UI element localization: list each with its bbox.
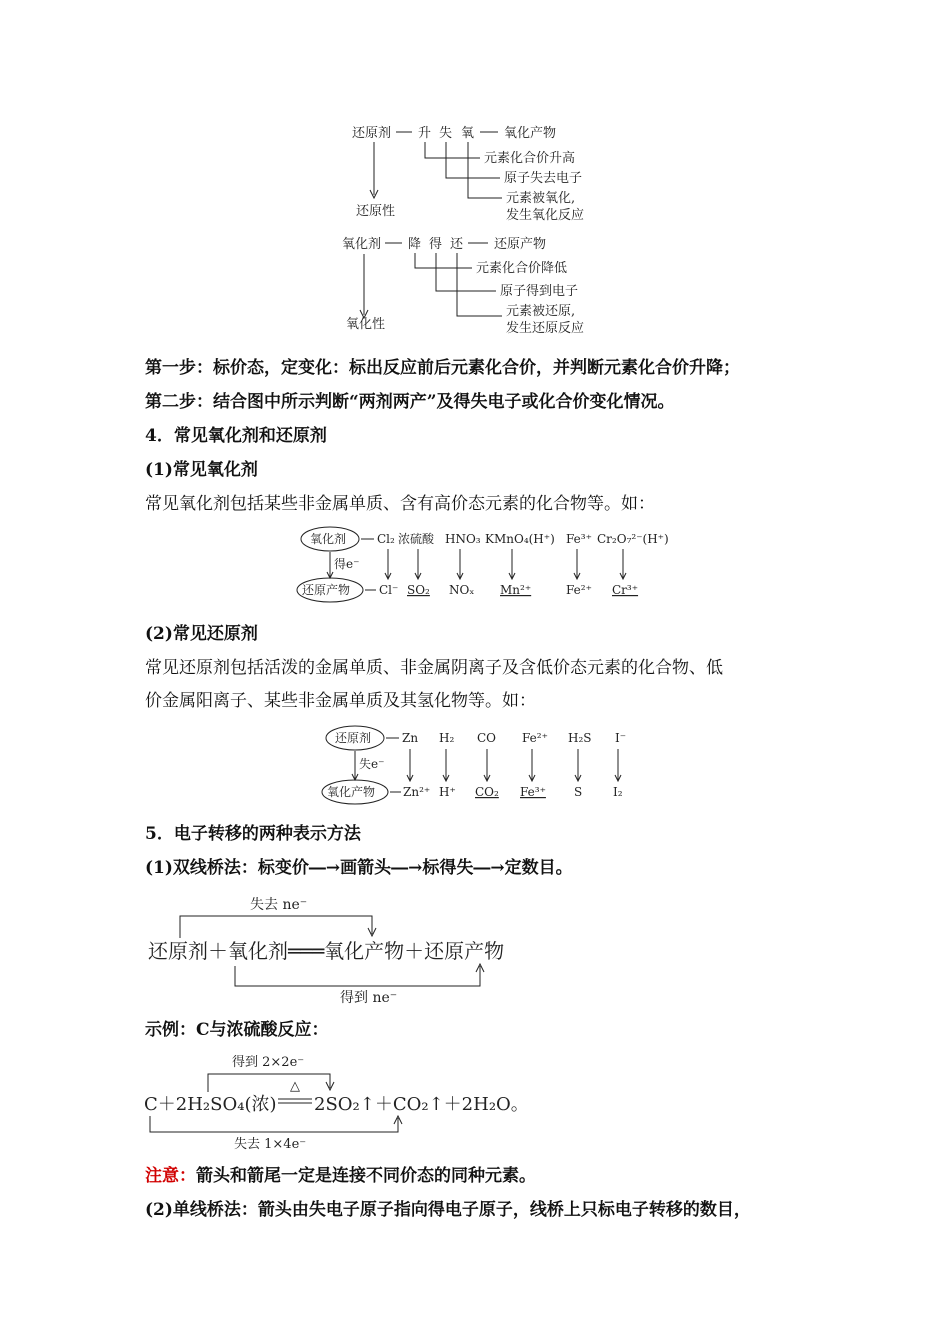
example-heading: 示例：C与浓硫酸反应： <box>145 1020 329 1040</box>
red-top-label: 还原剂 <box>335 731 372 745</box>
oxid-label: 氧 <box>461 126 475 141</box>
note-text: 箭头和箭尾一定是连接不同价态的同种元素。 <box>196 1166 536 1186</box>
example-left: C＋2H₂SO₄(浓) <box>144 1094 277 1115</box>
example-right: 2SO₂↑＋CO₂↑＋2H₂O。 <box>314 1094 529 1115</box>
red-item-bottom: Fe³⁺ <box>520 785 546 799</box>
oxidizers-heading: (1)常见氧化剂 <box>145 460 258 480</box>
red-mid-label: 失e⁻ <box>359 757 385 771</box>
red-label: 还 <box>450 237 464 252</box>
gain-label: 得 <box>429 237 443 252</box>
ox-item-top: KMnO₄(H⁺) <box>485 532 555 546</box>
reducers-diagram <box>315 722 645 806</box>
example-lose-label: 失去 1×4e⁻ <box>234 1137 307 1152</box>
fall-label: 降 <box>408 237 422 252</box>
note-line <box>145 1164 536 1188</box>
reducer-label: 还原剂 <box>352 126 392 141</box>
section5-heading: 5．电子转移的两种表示方法 <box>145 824 361 844</box>
r-branch3b: 发生氧化反应 <box>506 208 585 223</box>
reduction-product-label: 还原产物 <box>494 237 547 252</box>
double-bridge-diagram <box>140 890 550 1008</box>
red-item-bottom: S <box>574 785 583 799</box>
ox-item-bottom: Fe²⁺ <box>566 583 592 597</box>
ox-item-top: Cl₂ <box>377 532 395 546</box>
bridge-gain-label: 得到 ne⁻ <box>340 990 398 1006</box>
step1-text: 第一步：标价态，定变化：标出反应前后元素化合价，并判断元素化合价升降； <box>145 358 740 378</box>
r-branch2: 原子失去电子 <box>504 171 583 186</box>
red-item-top: H₂S <box>568 731 592 745</box>
red-bottom-label: 氧化产物 <box>327 785 376 799</box>
bridge-lose-label: 失去 ne⁻ <box>250 897 308 913</box>
ox-item-bottom: Mn²⁺ <box>500 583 532 597</box>
ox-item-top: 浓硫酸 <box>398 532 435 546</box>
ox-top-label: 氧化剂 <box>310 532 347 546</box>
oxidizers-diagram <box>290 522 670 604</box>
double-bridge-heading: (1)双线桥法：标变价―→画箭头―→标得失―→定数目。 <box>145 858 573 878</box>
r-branch3a: 元素被氧化, <box>506 191 576 206</box>
ox-item-top: Fe³⁺ <box>566 532 592 546</box>
redox-concept-diagram <box>330 120 630 345</box>
ox-bottom-label: 还原产物 <box>302 583 351 597</box>
ox-item-bottom: SO₂ <box>407 583 430 597</box>
r-branch1: 元素化合价升高 <box>484 151 576 166</box>
reducing-property-label: 还原性 <box>356 204 396 219</box>
rise-label: 升 <box>418 126 432 141</box>
ox-item-top: HNO₃ <box>445 532 481 546</box>
note-label: 注意： <box>145 1166 196 1186</box>
reducers-paragraph-b: 价金属阳离子、某些非金属单质及其氢化物等。如： <box>145 691 536 711</box>
reducers-heading: (2)常见还原剂 <box>145 624 258 644</box>
ox-item-bottom: Cr³⁺ <box>612 583 639 597</box>
lose-label: 失 <box>439 126 453 141</box>
step2-text: 第二步：结合图中所示判断“两剂两产”及得失电子或化合价变化情况。 <box>145 392 675 412</box>
o-branch3a: 元素被还原, <box>506 304 576 319</box>
red-item-top: Fe²⁺ <box>522 731 548 745</box>
reducers-paragraph-a: 常见还原剂包括活泼的金属单质、非金属阴离子及含低价态元素的化合物、低 <box>145 658 723 678</box>
section4-heading: 4．常见氧化剂和还原剂 <box>145 426 327 446</box>
o-branch1: 元素化合价降低 <box>476 261 568 276</box>
oxidizers-paragraph: 常见氧化剂包括某些非金属单质、含有高价态元素的化合物等。如： <box>145 494 655 514</box>
red-item-bottom: CO₂ <box>475 785 499 799</box>
oxidizer-label: 氧化剂 <box>342 237 382 252</box>
red-item-top: I⁻ <box>615 731 627 745</box>
example-equation-diagram <box>140 1050 550 1154</box>
ox-item-bottom: Cl⁻ <box>379 583 399 597</box>
red-item-top: Zn <box>402 731 419 745</box>
oxidizing-property-label: 氧化性 <box>346 317 386 332</box>
red-item-top: H₂ <box>439 731 455 745</box>
o-branch2: 原子得到电子 <box>500 284 579 299</box>
oxidation-product-label: 氧化产物 <box>504 126 557 141</box>
ox-item-bottom: NOₓ <box>449 583 475 597</box>
heat-symbol: △ <box>290 1079 300 1094</box>
single-bridge-heading: (2)单线桥法：箭头由失电子原子指向得电子原子，线桥上只标电子转移的数目， <box>145 1200 751 1220</box>
red-item-bottom: Zn²⁺ <box>403 785 431 799</box>
red-item-bottom: H⁺ <box>439 785 456 799</box>
bridge-equation: 还原剂＋氧化剂═══氧化产物＋还原产物 <box>148 939 505 963</box>
example-gain-label: 得到 2×2e⁻ <box>232 1055 305 1070</box>
ox-item-top: Cr₂O₇²⁻(H⁺) <box>597 532 669 546</box>
o-branch3b: 发生还原反应 <box>506 321 585 336</box>
red-item-top: CO <box>477 731 497 745</box>
red-item-bottom: I₂ <box>613 785 623 799</box>
ox-mid-label: 得e⁻ <box>334 557 360 571</box>
